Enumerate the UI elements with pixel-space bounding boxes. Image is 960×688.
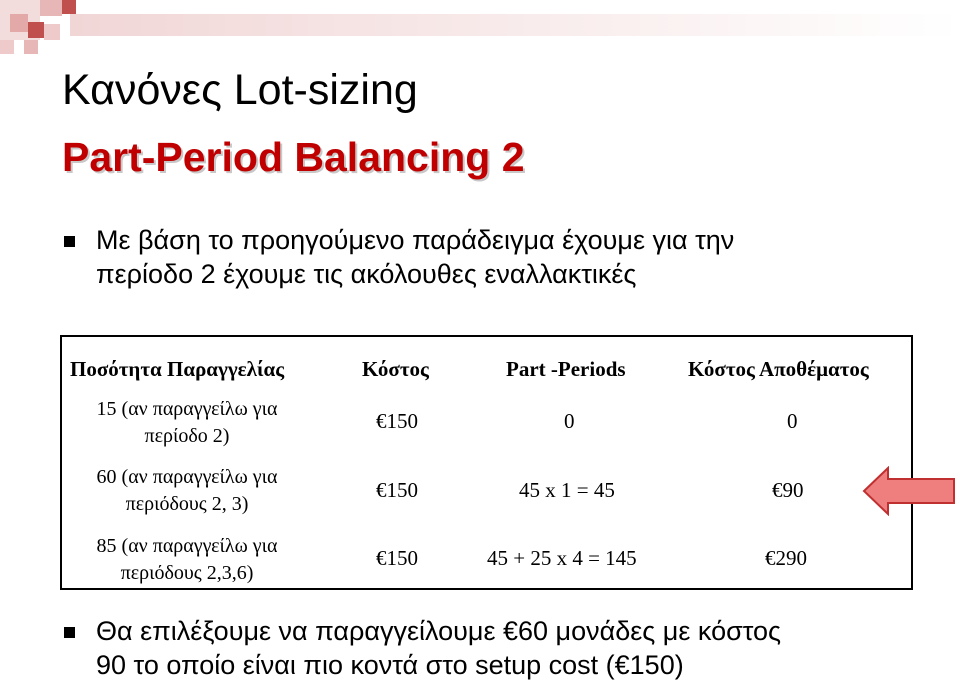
table-row-3-cost: €150 [376,546,418,570]
slide-subtitle: Part-Period Balancing 2 [62,134,525,180]
table-row-3-holding: €290 [765,546,807,570]
conclusion-line-1: Θα επιλέξουμε να παραγγείλουμε €60 μονάδες με κόστος [96,616,782,646]
conclusion-line-2: 90 το οποίο είναι πιο κοντά στο setup cost (€150) [96,650,684,680]
intro-paragraph [96,223,734,291]
table-row-1-holding: 0 [787,409,798,433]
header-band [70,14,960,36]
header-holding-cost: Κόστος Αποθέματος [688,357,869,381]
bullet-icon [64,627,75,638]
conclusion-paragraph [96,614,781,682]
table-row-1-quantity: 15 (αν παραγγείλω για περίοδο 2) [96,398,278,447]
table-row-2-cost: €150 [376,478,418,502]
bullet-icon [64,236,75,247]
table-row-2-part-periods: 45 x 1 = 45 [519,478,615,502]
header-cost: Κόστος [362,357,429,381]
table-row-1-cost: €150 [376,409,418,433]
table-row-2-quantity: 60 (αν παραγγείλω για περιόδους 2, 3) [96,466,278,515]
table-row-2-holding: €90 [772,478,804,502]
header-quantity: Ποσότητα Παραγγελίας [70,357,285,381]
table-row-3-part-periods: 45 + 25 x 4 = 145 [487,546,637,570]
intro-line-2: περίοδο 2 έχουμε τις ακόλουθες εναλλακτικές [96,259,637,289]
table-row-1-part-periods: 0 [564,409,575,433]
header-part-periods: Part -Periods [506,357,626,381]
alternatives-table [60,335,913,590]
slide-title: Κανόνες Lot-sizing [62,66,418,114]
intro-line-1: Με βάση το προηγούμενο παράδειγμα έχουμε για την [96,225,735,255]
left-arrow-icon [862,466,956,516]
table-row-3-quantity: 85 (αν παραγγείλω για περιόδους 2,3,6) [96,535,278,584]
